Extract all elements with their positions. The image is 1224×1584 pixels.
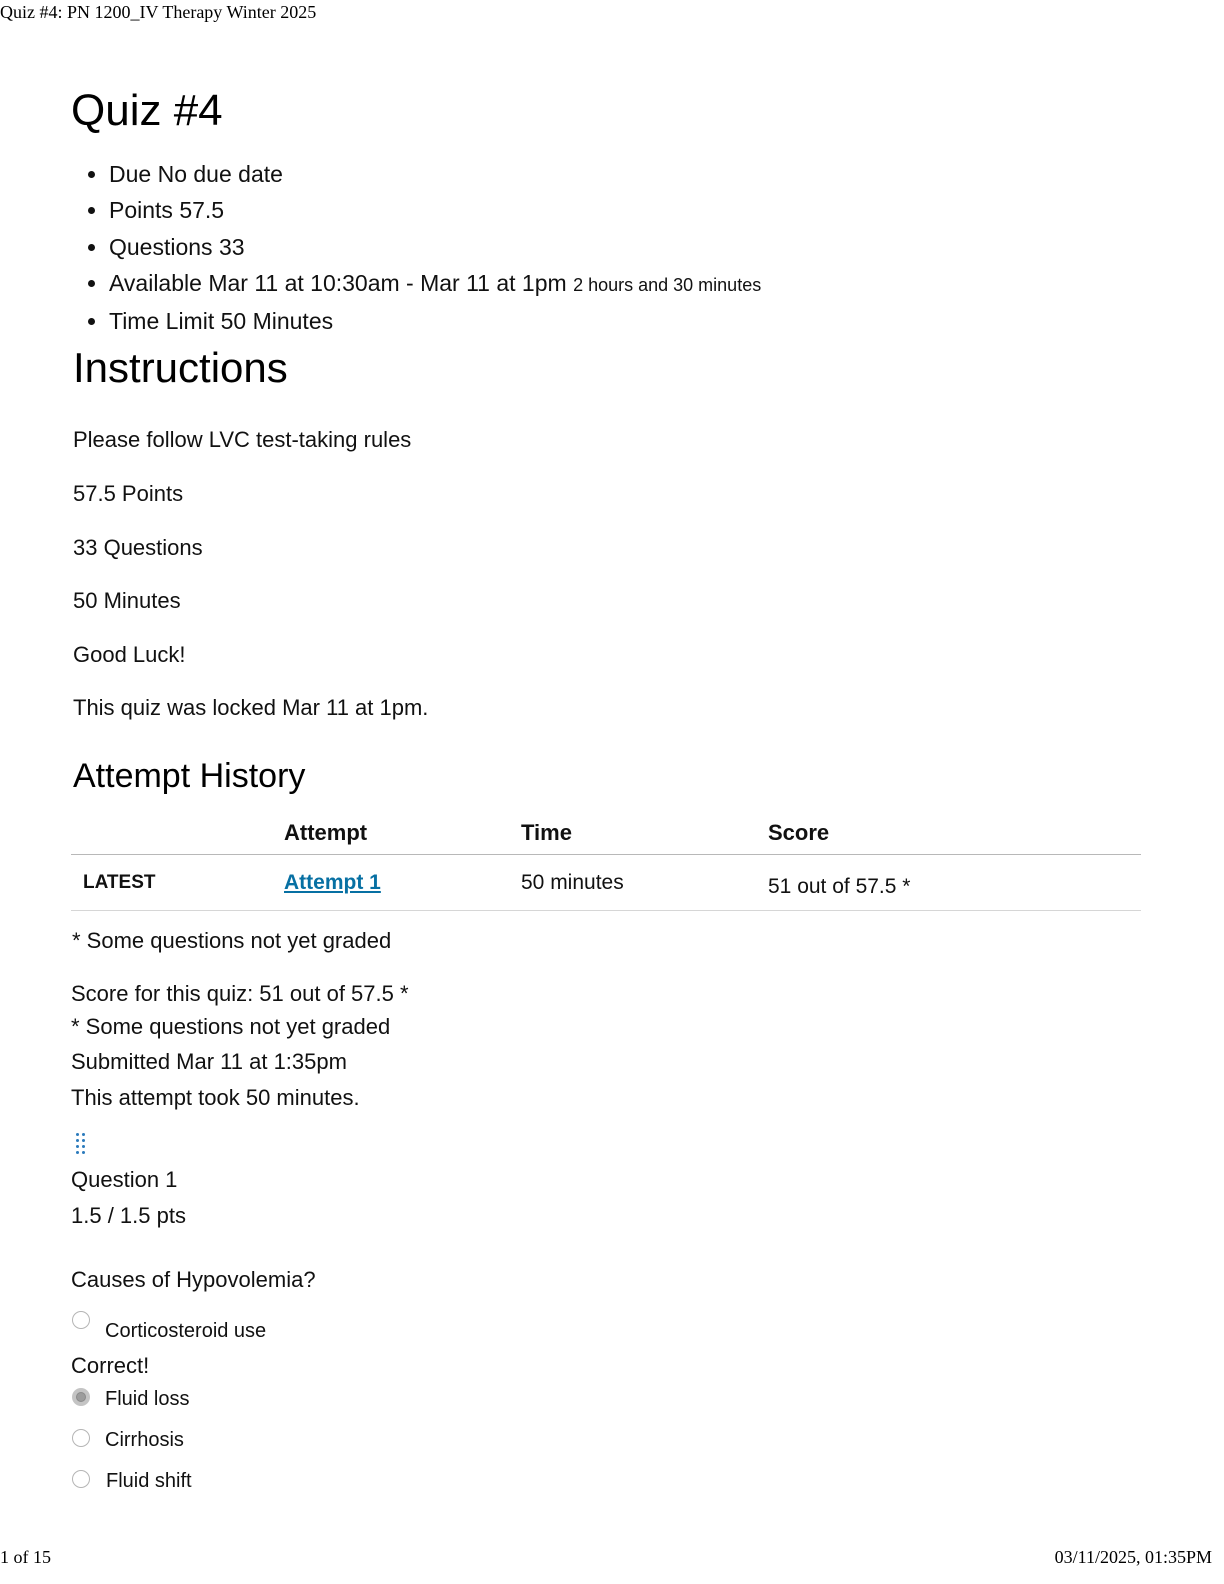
detail-questions — [109, 229, 761, 265]
question-title: Question 1 — [71, 1167, 178, 1192]
answer-label: Fluid loss — [105, 1388, 190, 1410]
question-prompt: Causes of Hypovolemia? — [71, 1267, 316, 1292]
print-datetime: 03/11/2025, 01:35PM — [1054, 1547, 1212, 1567]
instruction-line: 50 Minutes — [73, 588, 181, 613]
answer-label: Cirrhosis — [105, 1429, 184, 1451]
detail-note: 2 hours and 30 minutes — [573, 274, 762, 295]
instructions-title: Instructions — [73, 344, 288, 391]
attempt-score: 51 out of 57.5 * — [768, 855, 1141, 911]
detail-value: Mar 11 at 10:30am - Mar 11 at 1pm — [208, 269, 567, 296]
attempt-time: 50 minutes — [521, 855, 768, 911]
detail-label: Due — [109, 161, 152, 187]
detail-value: No due date — [157, 161, 283, 187]
drag-handle-icon[interactable] — [76, 1133, 90, 1157]
not-graded-note: * Some questions not yet graded — [71, 1014, 391, 1039]
question-points: 1.5 / 1.5 pts — [71, 1203, 186, 1228]
latest-label: LATEST — [71, 855, 284, 911]
quiz-score: Score for this quiz: 51 out of 57.5 * — [71, 981, 409, 1006]
instruction-line: Please follow LVC test-taking rules — [73, 427, 412, 452]
print-header-title: Quiz #4: PN 1200_IV Therapy Winter 2025 — [0, 2, 317, 22]
instruction-line: 33 Questions — [73, 535, 203, 560]
instruction-line: Good Luck! — [73, 642, 186, 667]
detail-label: Points — [109, 197, 173, 224]
detail-label: Time Limit — [109, 308, 215, 335]
not-graded-footnote: * Some questions not yet graded — [72, 928, 392, 953]
answer-label: Corticosteroid use — [105, 1320, 267, 1342]
detail-label: Questions — [109, 233, 213, 260]
answer-label: Fluid shift — [106, 1470, 192, 1492]
page-number: 1 of 15 — [0, 1547, 51, 1567]
column-header: Time — [521, 812, 768, 855]
answer-radio[interactable] — [72, 1470, 90, 1488]
column-header: Score — [768, 812, 1141, 855]
instruction-line: 57.5 Points — [73, 481, 184, 506]
detail-points — [109, 192, 761, 228]
answer-radio[interactable] — [72, 1429, 90, 1447]
quiz-details-list — [87, 156, 761, 339]
submitted-time: Submitted Mar 11 at 1:35pm — [71, 1049, 347, 1074]
detail-available — [109, 265, 761, 303]
detail-label: Available — [109, 269, 202, 296]
column-header — [71, 812, 284, 855]
column-header: Attempt — [284, 812, 521, 855]
attempt-history-title: Attempt History — [73, 757, 306, 795]
quiz-title: Quiz #4 — [71, 86, 223, 135]
attempt-duration: This attempt took 50 minutes. — [71, 1085, 360, 1110]
answer-radio[interactable] — [72, 1311, 90, 1329]
detail-due — [109, 156, 761, 192]
detail-value: 33 — [218, 233, 245, 260]
detail-time-limit — [109, 303, 761, 339]
attempt-link[interactable]: Attempt 1 — [284, 870, 381, 894]
detail-value: 50 Minutes — [220, 308, 334, 335]
table-header-row — [71, 812, 1141, 855]
table-row — [71, 855, 1141, 911]
locked-notice: This quiz was locked Mar 11 at 1pm. — [73, 695, 429, 720]
correct-label: Correct! — [71, 1353, 150, 1378]
answer-radio-selected[interactable] — [72, 1388, 90, 1406]
attempt-history-table — [71, 812, 1141, 911]
detail-value: 57.5 — [179, 197, 225, 224]
